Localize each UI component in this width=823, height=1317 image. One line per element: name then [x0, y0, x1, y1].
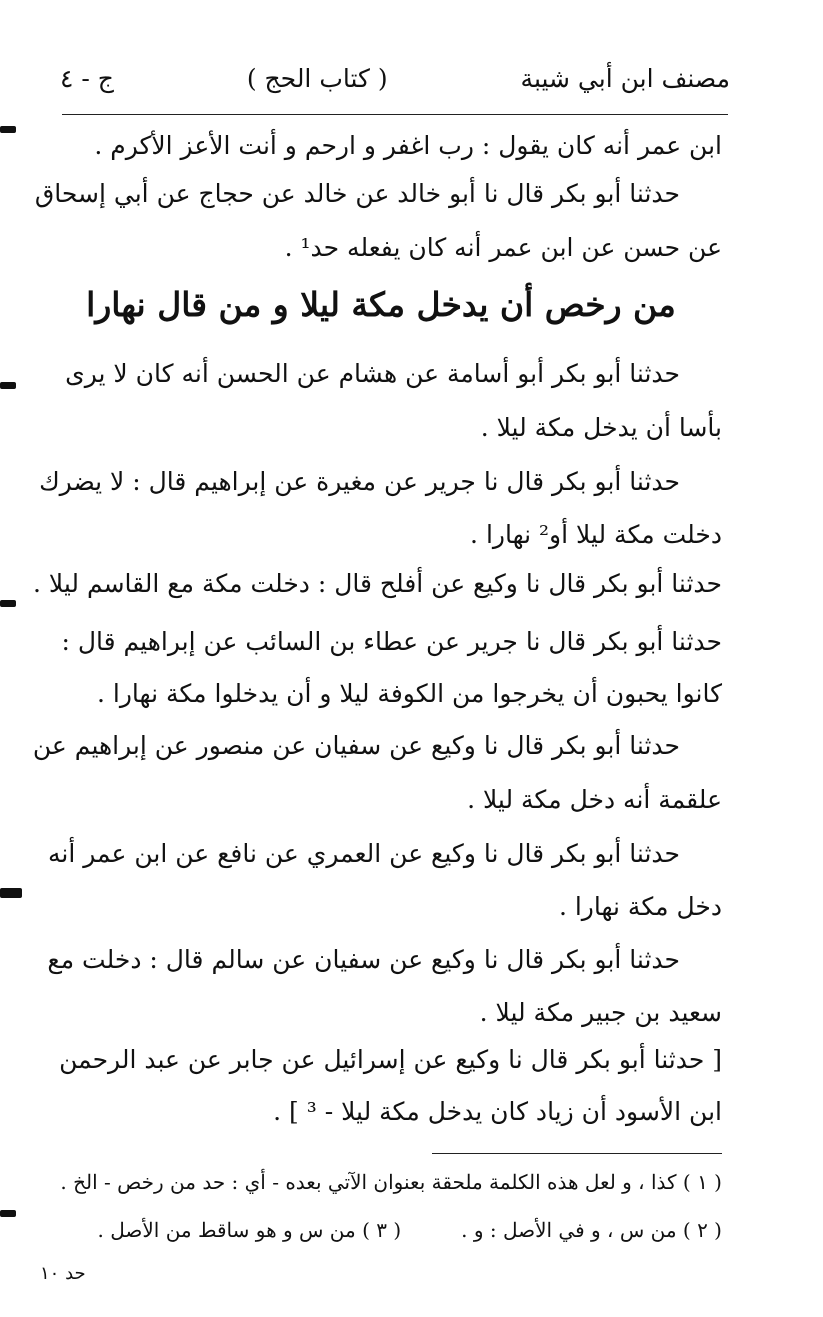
- text-line: علقمة أنه دخل مكة ليلا .: [467, 785, 722, 814]
- header-rule: [62, 114, 728, 115]
- header-volume: ج - ٤: [60, 63, 114, 93]
- printer-signature: حد ١٠: [40, 1263, 86, 1284]
- scan-edge-mark: [0, 888, 22, 898]
- footnote-rule: [432, 1153, 722, 1154]
- text-line: حدثنا أبو بكر أبو أسامة عن هشام عن الحسن أنه كان لا يرى: [65, 359, 680, 388]
- text-line: حدثنا أبو بكر قال نا جرير عن عطاء بن السائب عن إبراهيم قال :: [61, 627, 722, 656]
- scan-edge-mark: [0, 382, 16, 389]
- scan-edge-mark: [0, 600, 16, 607]
- text-line: بأسا أن يدخل مكة ليلا .: [480, 413, 722, 442]
- text-line: [ حدثنا أبو بكر قال نا وكيع عن إسرائيل عن جابر عن عبد الرحمن: [59, 1045, 722, 1074]
- text-line: ابن عمر أنه كان يقول : رب اغفر و ارحم و أنت الأعز الأكرم .: [94, 131, 722, 160]
- section-heading: من رخص أن يدخل مكة ليلا و من قال نهارا: [86, 285, 676, 324]
- footnote-row: [40, 1214, 722, 1246]
- text-line: دخل مكة نهارا .: [558, 892, 722, 921]
- running-header: [60, 58, 730, 98]
- footnote-3: ( ٣ ) من س و هو ساقط من الأصل .: [97, 1218, 402, 1242]
- text-line: حدثنا أبو بكر قال نا وكيع عن سفيان عن منصور عن إبراهيم عن: [32, 731, 680, 760]
- header-chapter-title: ( كتاب الحج ): [246, 63, 388, 93]
- text-line: عن حسن عن ابن عمر أنه كان يفعله حد¹ .: [284, 233, 722, 262]
- text-line: سعيد بن جبير مكة ليلا .: [479, 998, 722, 1027]
- text-line: كانوا يحبون أن يخرجوا من الكوفة ليلا و أن يدخلوا مكة نهارا .: [97, 679, 722, 708]
- text-line: حدثنا أبو بكر قال نا جرير عن مغيرة عن إبراهيم قال : لا يضرك: [39, 467, 680, 496]
- text-line: حدثنا أبو بكر قال نا وكيع عن أفلح قال : دخلت مكة مع القاسم ليلا .: [33, 569, 722, 598]
- text-line: ابن الأسود أن زياد كان يدخل مكة ليلا - ³ ] .: [273, 1097, 722, 1126]
- text-line: دخلت مكة ليلا أو² نهارا .: [470, 520, 722, 549]
- footnote-2: ( ٢ ) من س ، و في الأصل : و .: [461, 1218, 722, 1242]
- scan-edge-mark: [0, 1210, 16, 1217]
- text-line: حدثنا أبو بكر قال نا وكيع عن سفيان عن سالم قال : دخلت مع: [47, 945, 680, 974]
- text-line: حدثنا أبو بكر قال نا أبو خالد عن خالد عن حجاج عن أبي إسحاق: [34, 179, 680, 208]
- text-line: حدثنا أبو بكر قال نا وكيع عن العمري عن نافع عن ابن عمر أنه: [47, 839, 680, 868]
- header-book-title: مصنف ابن أبي شيبة: [520, 63, 730, 93]
- scan-edge-mark: [0, 126, 16, 133]
- footnote-1: ( ١ ) كذا ، و لعل هذه الكلمة ملحقة بعنوان الآتي بعده - أي : حد من رخص - الخ .: [60, 1170, 722, 1194]
